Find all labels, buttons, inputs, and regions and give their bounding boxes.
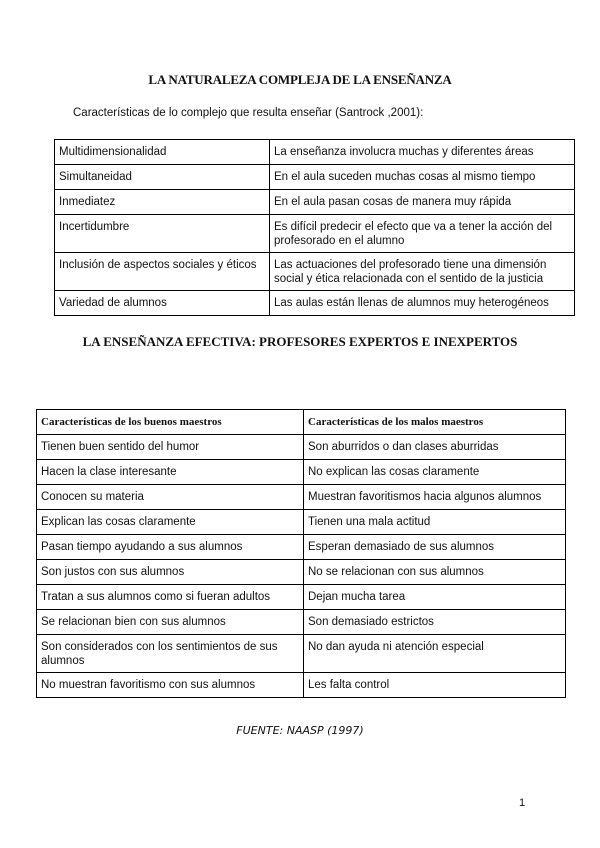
good-trait-cell: Son justos con sus alumnos	[37, 560, 304, 585]
good-trait-cell: Tratan a sus alumnos como si fueran adultos	[37, 585, 304, 610]
table-row	[37, 535, 566, 560]
section-title: LA ENSEÑANZA EFECTIVA: PROFESORES EXPERTOS E INEXPERTOS	[82, 334, 518, 349]
good-trait-cell: Tienen buen sentido del humor	[37, 435, 304, 460]
table-row	[37, 435, 566, 460]
description-cell: Es difícil predecir el efecto que va a tener la acción del profesorado en el alumno	[270, 215, 575, 253]
source-citation: FUENTE: NAASP (1997)	[236, 724, 364, 737]
table-row	[37, 635, 566, 673]
feature-cell: Incertidumbre	[55, 215, 270, 253]
good-trait-cell: Explican las cosas claramente	[37, 510, 304, 535]
bad-trait-cell: Dejan mucha tarea	[304, 585, 566, 610]
feature-cell: Variedad de alumnos	[55, 291, 270, 316]
description-cell: En el aula pasan cosas de manera muy rápida	[270, 190, 575, 215]
teachers-table	[36, 409, 566, 698]
feature-cell: Inmediatez	[55, 190, 270, 215]
bad-trait-cell: Son demasiado estrictos	[304, 610, 566, 635]
complexity-table	[54, 139, 575, 316]
table-header-row	[37, 410, 566, 435]
feature-cell: Multidimensionalidad	[55, 140, 270, 165]
table-row	[55, 190, 575, 215]
description-cell: En el aula suceden muchas cosas al mismo tiempo	[270, 165, 575, 190]
header-bad-teachers: Características de los malos maestros	[304, 410, 566, 435]
intro-text: Características de lo complejo que resulta enseñar (Santrock ,2001):	[73, 107, 424, 119]
good-trait-cell: Pasan tiempo ayudando a sus alumnos	[37, 535, 304, 560]
table-row	[55, 253, 575, 291]
table-row	[55, 215, 575, 253]
table-row	[37, 460, 566, 485]
description-cell: La enseñanza involucra muchas y diferentes áreas	[270, 140, 575, 165]
bad-trait-cell: No se relacionan con sus alumnos	[304, 560, 566, 585]
page-title: LA NATURALEZA COMPLEJA DE LA ENSEÑANZA	[148, 72, 452, 87]
bad-trait-cell: Les falta control	[304, 673, 566, 698]
page-number: 1	[519, 797, 526, 809]
table-row	[37, 585, 566, 610]
bad-trait-cell: Muestran favoritismos hacia algunos alumnos	[304, 485, 566, 510]
bad-trait-cell: Son aburridos o dan clases aburridas	[304, 435, 566, 460]
table-row	[37, 673, 566, 698]
table-row	[55, 165, 575, 190]
bad-trait-cell: Tienen una mala actitud	[304, 510, 566, 535]
description-cell: Las aulas están llenas de alumnos muy heterogéneos	[270, 291, 575, 316]
table-row	[37, 560, 566, 585]
table-row	[55, 291, 575, 316]
table-row	[37, 510, 566, 535]
header-good-teachers: Características de los buenos maestros	[37, 410, 304, 435]
feature-cell: Simultaneidad	[55, 165, 270, 190]
feature-cell: Inclusión de aspectos sociales y éticos	[55, 253, 270, 291]
good-trait-cell: Conocen su materia	[37, 485, 304, 510]
bad-trait-cell: No explican las cosas claramente	[304, 460, 566, 485]
good-trait-cell: Son considerados con los sentimientos de sus alumnos	[37, 635, 304, 673]
good-trait-cell: No muestran favoritismo con sus alumnos	[37, 673, 304, 698]
bad-trait-cell: Esperan demasiado de sus alumnos	[304, 535, 566, 560]
table-row	[37, 610, 566, 635]
table-row	[37, 485, 566, 510]
description-cell: Las actuaciones del profesorado tiene una dimensión social y ética relacionada con el sentido de la justicia	[270, 253, 575, 291]
table-row	[55, 140, 575, 165]
bad-trait-cell: No dan ayuda ni atención especial	[304, 635, 566, 673]
good-trait-cell: Hacen la clase interesante	[37, 460, 304, 485]
good-trait-cell: Se relacionan bien con sus alumnos	[37, 610, 304, 635]
